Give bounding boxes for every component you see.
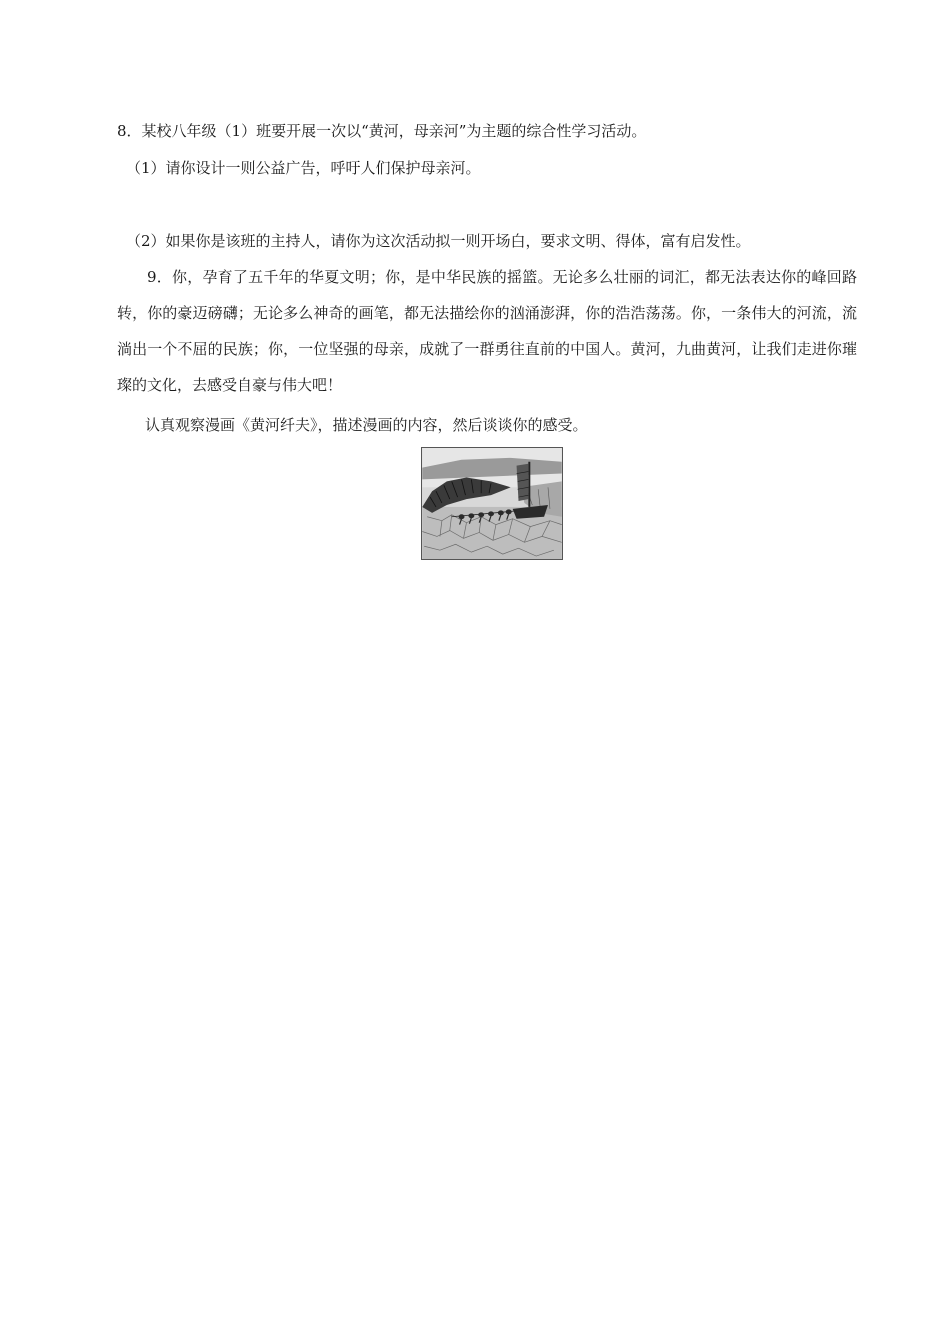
question-8-part-1: （1）请你设计一则公益广告，呼吁人们保护母亲河。 (126, 159, 481, 177)
question-9-instruction: 认真观察漫画《黄河纤夫》，描述漫画的内容，然后谈谈你的感受。 (145, 416, 588, 434)
question-9-passage-text: 9．你，孕育了五千年的华夏文明；你，是中华民族的摇篮。无论多么壮丽的词汇，都无法表达你的峰回路转，你的豪迈磅礴；无论多么神奇的画笔，都无法描绘你的汹涌澎湃，你的浩浩荡荡。你，一条伟大的河流，流淌出一个不屈的民族；你，一位坚强的母亲，成就了一群勇往直前的中国人。黄河，九曲黄河，让我们走进你璀璨的文化，去感受自豪与伟大吧！ (117, 268, 857, 394)
question-8-part-2: （2）如果你是该班的主持人，请你为这次活动拟一则开场白，要求文明、得体，富有启发性。 (126, 232, 751, 250)
yellow-river-tracker-cartoon (421, 447, 563, 560)
question-9-passage (117, 259, 857, 403)
question-8-stem: 8．某校八年级（1）班要开展一次以“黄河，母亲河”为主题的综合性学习活动。 (117, 122, 647, 140)
cartoon-illustration (422, 448, 562, 559)
